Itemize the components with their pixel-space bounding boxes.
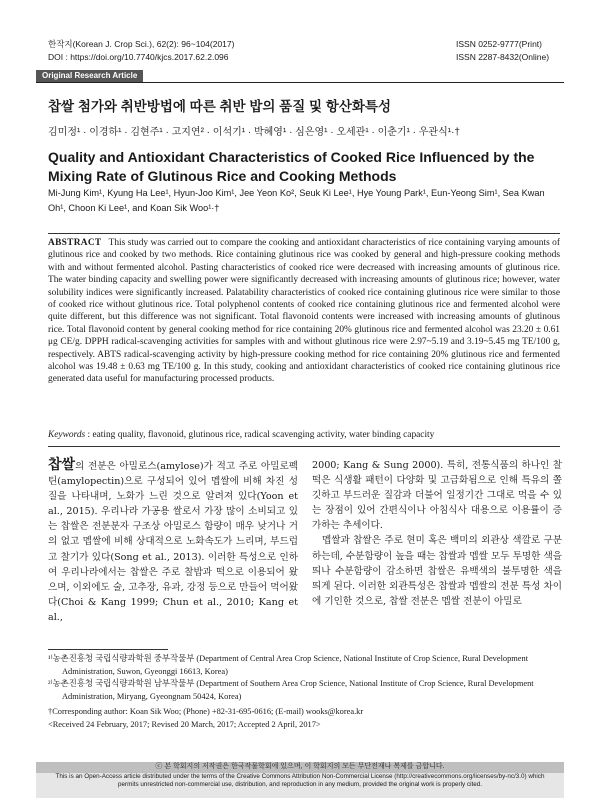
abstract-text: This study was carried out to compare the cooking and antioxidant characteristics of rice containing varying amounts of glutinous rice and cooked by two methods. Rice containing glutinous rice was cooked by general and high-pressure cooking methods with and without fermented alcohol. Pasting characteristics of cooked rice were decreased with increasing amounts of glutinous rice. The water binding capacity and swelling power were significantly decreased with increasing amounts of glutinous rice; however, water solubility indices were significantly increased. Palatability characteristics of cooked rice containing glutinous rice were similar to those of cooked rice without glutinous rice. Total polyphenol contents of cooked rice containing glutinous rice and fermented alcohol were quite different, but this difference was not significant. Total flavonoid contents were increased with increasing amounts of glutinous rice. Total flavonoid content by general cooking method for rice containing 20% glutinous rice and fermented alcohol was 23.20 ± 0.61 μg CE/g. DPPH radical-scavenging activities for samples with and without glutinous rice were 2.97~5.19 and 3.19~5.45 mg TE/100 g, respectively. ABTS radical-scavenging activity by high-pressure cooking method for rice containing 20% glutinous rice and fermented alcohol was 19.48 ± 0.63 mg TE/100 g. In this study, cooking and antioxidant characteristics of cooked rice containing glutinous rice generated data useful for manufacturing processed products. — [48, 238, 560, 385]
korean-authors: 김미정¹ · 이경하¹ · 김현주¹ · 고지연² · 이석기¹ · 박혜영¹ · 심은영¹ · 오세관¹ · 이춘기¹ · 우관식¹·† — [48, 127, 460, 138]
received-dates: <Received 24 February, 2017; Revised 20 March, 2017; Accepted 2 April, 2017> — [48, 719, 321, 729]
body-left-text: 의 전분은 아밀로스(amylose)가 적고 주로 아밀로펙틴(amylopectin)으로 구성되어 있어 멥쌀에 비해 차진 성질을 나타내며, 노화가 느린 것으로 알려져 있다(Yoon et al., 2015). 우리나라 가공용 쌀로서 가장 많이 소비되고 있는 찹쌀은 전분분자 구조상 아밀로스 함량이 매우 낮거나 거의 없고 멥쌀에 비해 상대적으로 노화속도가 느리며, 부드럽고 찰기가 있다(Song et al., 2013). 이러한 특성으로 인하여 우리나라에서는 찹쌀은 주로 찰밥과 떡으로 이용되어 왔으며, 이외에도 술, 고추장, 유과, 강정 등으로 만들어 먹어왔다(Choi & Kang 1999; Chun et al., 2010; Kang et al., — [48, 461, 298, 623]
abstract-top-rule — [48, 233, 560, 234]
issn-print: ISSN 0252-9777(Print) — [456, 39, 542, 49]
article-type-badge: Original Research Article — [36, 70, 143, 82]
body-column-right — [312, 458, 562, 609]
copyright-line: ⓒ 본 학회지의 저작권은 한국작물학회에 있으며, 이 학회지의 모든 무단전재나 복제를 금합니다. — [36, 762, 564, 773]
affiliation-2-cont: Administration, Miryang, Gyeongnam 50424, Korea) — [62, 691, 242, 701]
license-line-1: This is an Open-Access article distributed under the terms of the Creative Commons Attribution Non-Commercial License (http://creativecommons.org/licenses/by-nc/3.0) which — [55, 772, 545, 780]
affiliation-1: ¹⁾농촌진흥청 국립식량과학원 중부작물부 (Department of Central Area Crop Science, National Institute of Crop Science, Rural Development — [48, 654, 529, 663]
english-authors: Mi-Jung Kim¹, Kyung Ha Lee¹, Hyun-Joo Kim¹, Jee Yeon Ko², Seuk Ki Lee¹, Hye Young Park¹, Eun-Yeong Sim¹, Sea Kwan Oh¹, Choon Ki Lee¹, and Koan Sik Woo¹·† — [48, 188, 545, 213]
corresponding-author: †Corresponding author: Koan Sik Woo; (Phone) +82-31-695-0616; (E-mail) wooks@korea.kr — [48, 707, 364, 716]
affiliation-2: ²⁾농촌진흥청 국립식량과학원 남부작물부 (Department of Southern Area Crop Science, National Institute of Crop Science, Rural Development — [48, 679, 534, 688]
body-column-left — [48, 458, 298, 625]
journal-header — [48, 38, 234, 64]
keywords-rule — [48, 446, 560, 447]
issn-online: ISSN 2287-8432(Online) — [456, 52, 550, 62]
keywords — [48, 430, 560, 440]
english-title: Quality and Antioxidant Characteristics of Cooked Rice Influenced by the Mixing Rate of Glutinous Rice and Cooking Methods — [48, 149, 535, 184]
keywords-text: : eating quality, flavonoid, glutinous rice, radical scavenging activity, water binding capacity — [87, 430, 435, 440]
keywords-label: Keywords — [48, 430, 86, 440]
journal-citation: 한작지(Korean J. Crop Sci.), 62(2): 96~104(2017) — [48, 39, 235, 49]
abstract — [48, 237, 560, 386]
body-right-paragraph-2: 멥쌀과 찹쌀은 주로 현미 혹은 백미의 외관상 색깔로 구분하는데, 수분함량이 높을 때는 찹쌀과 멥쌀 모두 투명한 색을 띄나 수분함량이 감소하면 찹쌀은 유백색의 불투명한 색을 띄게 된다. 이러한 외관특성은 찹쌀과 멥쌀의 전분 특성 차이에 기인한 것으로, 찹쌀 전분은 멥쌀 전분이 아밀로 — [312, 535, 562, 607]
drop-word: 찹쌀 — [48, 457, 76, 473]
license-line-2: permits unrestricted non-commercial use, distribution, and reproduction in any medium, provided the original work is properly cited. — [118, 781, 482, 788]
abstract-label: ABSTRACT — [48, 238, 102, 248]
footnote-rule — [48, 649, 168, 650]
body-right-paragraph-1: 2000; Kang & Sung 2000). 특히, 전통식품의 하나인 찰떡은 식생활 패턴이 다양화 및 고급화됨으로 인해 특유의 쫄깃하고 부드러운 질감과 더불어 일정기간 그대로 먹을 수 있는 장점이 있어 간편식이나 아침식사 대용으로 이용률이 증가하는 추세이다. — [312, 460, 562, 532]
issn-block — [456, 38, 549, 64]
affiliation-1-cont: Administration, Suwon, Gyeonggi 16613, Korea) — [62, 666, 228, 676]
license-box — [36, 762, 564, 798]
footnotes — [48, 653, 568, 731]
doi-link[interactable]: DOI : https://doi.org/10.7740/kjcs.2017.62.2.096 — [48, 52, 229, 62]
korean-title: 찹쌀 첨가와 취반방법에 따른 취반 밥의 품질 및 항산화특성 — [48, 99, 391, 114]
